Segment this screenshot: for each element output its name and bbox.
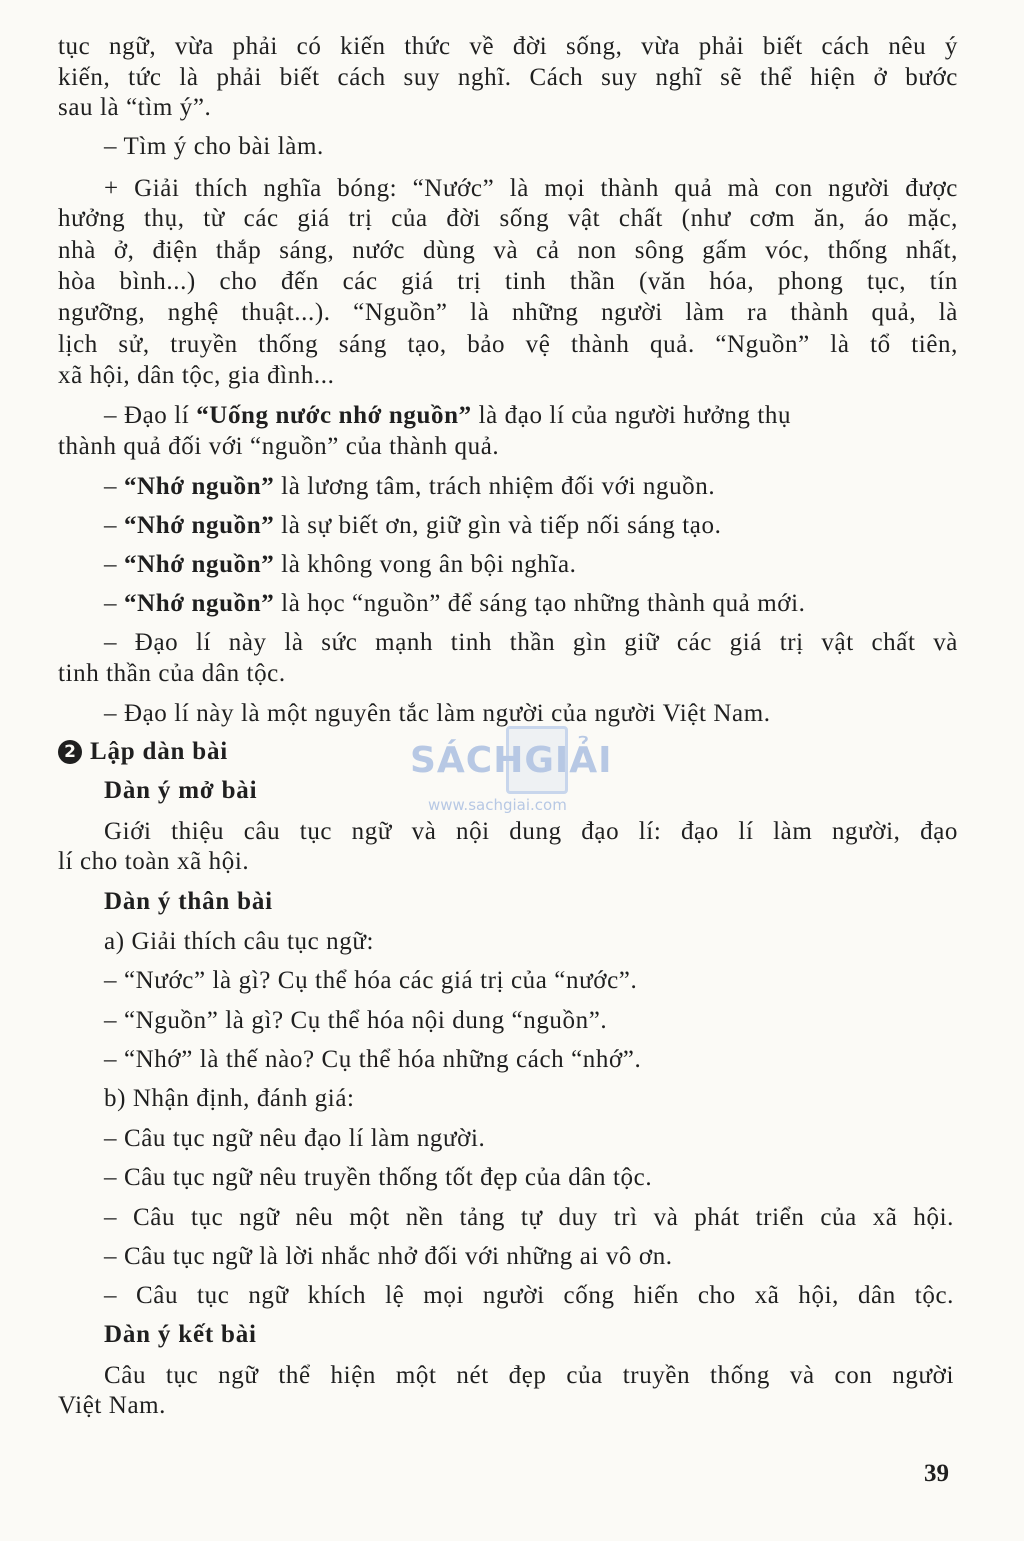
bold-term: “Nhớ nguồn”: [123, 512, 275, 539]
text-line: – Đạo lí này là sức mạnh tinh thần gìn giữ các giá trị vật chất và: [104, 629, 958, 656]
heading-text: Dàn ý mở bài: [104, 777, 258, 804]
text-line: ngưỡng, nghệ thuật...). “Nguồn” là những người làm ra thành quả, là: [58, 299, 958, 326]
section-title: Lập dàn bài: [90, 738, 229, 765]
than-bai-heading: [104, 887, 273, 917]
item-text: là lương tâm, trách nhiệm đối với nguồn.: [274, 473, 716, 500]
list-item: [104, 511, 721, 541]
text-line: – Tìm ý cho bài làm.: [104, 133, 324, 160]
watermark-brand: SÁCHGIẢI: [410, 740, 613, 781]
bold-term: “Nhớ nguồn”: [123, 551, 275, 578]
daoli-prefix: – Đạo lí: [104, 402, 197, 429]
dash: –: [104, 512, 124, 539]
text-line: – Đạo lí này là một nguyên tắc làm người của người Việt Nam.: [104, 700, 771, 727]
page-number: 39: [924, 1460, 949, 1487]
text-line: – Câu tục ngữ nêu một nền tảng tự duy trì và phát triển của xã hội.: [104, 1204, 954, 1231]
text-line: – “Nhớ” là thế nào? Cụ thể hóa những cách “nhớ”.: [104, 1046, 642, 1073]
watermark-url: www.sachgiai.com: [428, 796, 567, 814]
watermark-box-icon: [506, 726, 568, 794]
section-number: 2: [58, 740, 82, 764]
text-line: tục ngữ, vừa phải có kiến thức về đời sống, vừa phải biết cách nêu ý: [58, 33, 958, 60]
item-text: là không vong ân bội nghĩa.: [274, 551, 577, 578]
list-item: [104, 550, 577, 580]
dash: –: [104, 551, 124, 578]
text-line: tinh thần của dân tộc.: [58, 660, 286, 687]
text-line: lí cho toàn xã hội.: [58, 848, 250, 875]
watermark: [410, 724, 620, 824]
text-line: kiến, tức là phải biết cách suy nghĩ. Cách suy nghĩ sẽ thể hiện ở bước: [58, 64, 958, 91]
heading-text: Dàn ý thân bài: [104, 888, 273, 915]
bold-term: “Nhớ nguồn”: [123, 473, 275, 500]
daoli-proverb: “Uống nước nhớ nguồn”: [196, 402, 472, 429]
bold-term: “Nhớ nguồn”: [123, 590, 275, 617]
list-item: [104, 589, 805, 619]
text-line: – “Nước” là gì? Cụ thể hóa các giá trị của “nước”.: [104, 967, 638, 994]
heading-text: Dàn ý kết bài: [104, 1321, 257, 1348]
daoli-suffix: là đạo lí của người hưởng thụ: [471, 402, 792, 429]
text-line: – Câu tục ngữ nêu đạo lí làm người.: [104, 1125, 486, 1152]
section-heading: [58, 737, 228, 767]
daoli-line: [104, 401, 791, 431]
text-line: hòa bình...) cho đến các giá trị tinh thần (văn hóa, phong tục, tín: [58, 268, 958, 295]
item-text: là sự biết ơn, giữ gìn và tiếp nối sáng tạo.: [274, 512, 722, 539]
text-line: – Câu tục ngữ khích lệ mọi người cống hiến cho xã hội, dân tộc.: [104, 1282, 954, 1309]
text-line: Câu tục ngữ thể hiện một nét đẹp của truyền thống và con người: [104, 1362, 954, 1389]
text-line: Việt Nam.: [58, 1392, 167, 1419]
text-line: lịch sử, truyền thống sáng tạo, bảo vệ thành quả. “Nguồn” là tổ tiên,: [58, 331, 958, 358]
text-line: – “Nguồn” là gì? Cụ thể hóa nội dung “nguồn”.: [104, 1007, 608, 1034]
dash: –: [104, 590, 124, 617]
text-line: Giới thiệu câu tục ngữ và nội dung đạo lí: đạo lí làm người, đạo: [104, 818, 958, 845]
text-line: – Câu tục ngữ nêu truyền thống tốt đẹp của dân tộc.: [104, 1164, 653, 1191]
text-line: hưởng thụ, từ các giá trị của đời sống vật chất (như cơm ăn, áo mặc,: [58, 205, 958, 232]
text-line: thành quả đối với “nguồn” của thành quả.: [58, 433, 500, 460]
list-item: [104, 472, 715, 502]
text-line: nhà ở, điện thắp sáng, nước dùng và cả non sông gấm vóc, thống nhất,: [58, 237, 958, 264]
ket-bai-heading: [104, 1320, 257, 1350]
text-line: b) Nhận định, đánh giá:: [104, 1085, 355, 1112]
item-text: là học “nguồn” để sáng tạo những thành quả mới.: [274, 590, 806, 617]
text-line: xã hội, dân tộc, gia đình...: [58, 362, 335, 389]
text-line: – Câu tục ngữ là lời nhắc nhở đối với những ai vô ơn.: [104, 1243, 673, 1270]
mo-bai-heading: [104, 776, 257, 806]
text-line: sau là “tìm ý”.: [58, 94, 212, 121]
dash: –: [104, 473, 124, 500]
text-line: + Giải thích nghĩa bóng: “Nước” là mọi thành quả mà con người được: [104, 175, 958, 202]
text-line: a) Giải thích câu tục ngữ:: [104, 928, 375, 955]
